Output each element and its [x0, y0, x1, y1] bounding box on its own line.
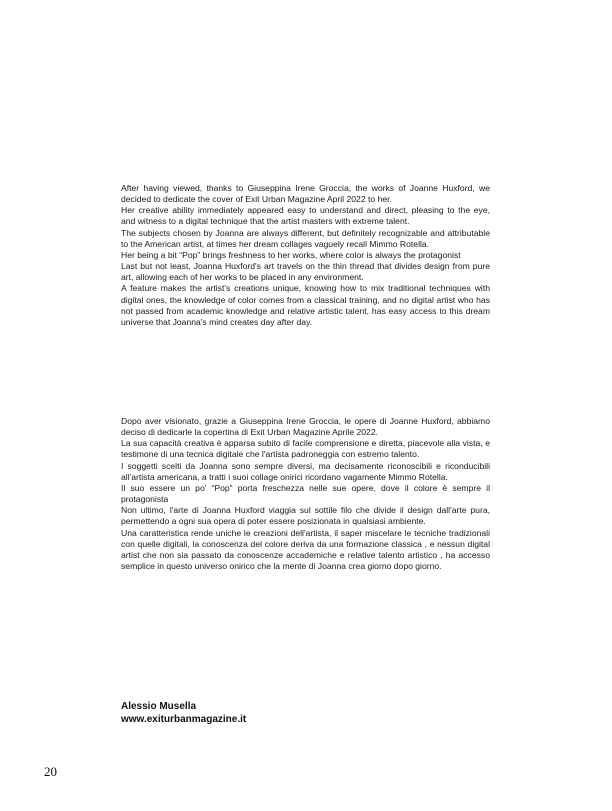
article-english [121, 183, 490, 328]
paragraph-en-4: Her being a bit “Pop” brings freshness to her works, where color is always the protagonist [121, 249, 461, 260]
article-italian [121, 416, 490, 572]
paragraph-en-5: Last but not least, Joanna Huxford's art travels on the thin thread that divides design from pure art, allowing each of her works to be placed in any environment. [121, 261, 490, 283]
author-signature [121, 700, 246, 726]
paragraph-en-3: The subjects chosen by Joanna are always different, but definitely recognizable and attributable to the American artist, at times her dream collages vaguely recall Mimmo Rotella. [121, 227, 490, 249]
author-name: Alessio Musella [121, 701, 197, 712]
paragraph-it-5: Non ultimo, l'arte di Joanna Huxford viaggia sul sottile filo che divide il design dall'arte pura, permettendo a ogni sua opera di poter essere posizionata in qualsiasi ambiente. [121, 505, 490, 527]
paragraph-it-4: Il suo essere un po' “Pop” porta freschezza nelle sue opere, dove il colore è sempre il protagonista [121, 482, 490, 505]
paragraph-en-1: After having viewed, thanks to Giuseppina Irene Groccia, the works of Joanne Huxford, we decided to dedicate the cover of Exit Urban Magazine April 2022 to her. [121, 183, 490, 205]
paragraph-it-1: Dopo aver visionato, grazie a Giuseppina Irene Groccia, le opere di Joanne Huxford, abbiamo deciso di dedicarle la copertina di Exit Urban Magazine Aprile 2022. [121, 416, 490, 438]
page-number: 20 [44, 764, 57, 779]
website-url: www.exiturbanmagazine.it [121, 714, 247, 725]
paragraph-en-2: Her creative ability immediately appeared easy to understand and direct, pleasing to the eye, and witness to a digital technique that the artist masters with extreme talent. [121, 205, 490, 227]
paragraph-it-6: Una caratteristica rende uniche le creazioni dell'artista, il saper miscelare le tecniche tradizionali con quelle digitali, la conoscenza del colore deriva da una formazione classica , e nessun digital artist che non sia passato da conoscenze accademiche e relative talento artistico , ha accesso semplice in questo universo onirico che la mente di Joanna crea giorno dopo giorno. [121, 527, 490, 572]
paragraph-it-3: I soggetti scelti da Joanna sono sempre diversi, ma decisamente riconoscibili e riconducibili all'artista americana, a tratti i suoi collage onirici ricordano vagamente Mimmo Rotella. [121, 460, 490, 482]
paragraph-en-6: A feature makes the artist's creations unique, knowing how to mix traditional techniques with digital ones, the knowledge of color comes from a classical training, and no digital artist who has not passed from academic knowledge and relative artistic talent, has easy access to this dream universe that Joanna's mind creates day after day. [121, 283, 490, 327]
paragraph-it-2: La sua capacità creativa è apparsa subito di facile comprensione e diretta, piacevole alla vista, e testimone di una tecnica digitale che l'artista padroneggia con estremo talento. [121, 438, 490, 460]
